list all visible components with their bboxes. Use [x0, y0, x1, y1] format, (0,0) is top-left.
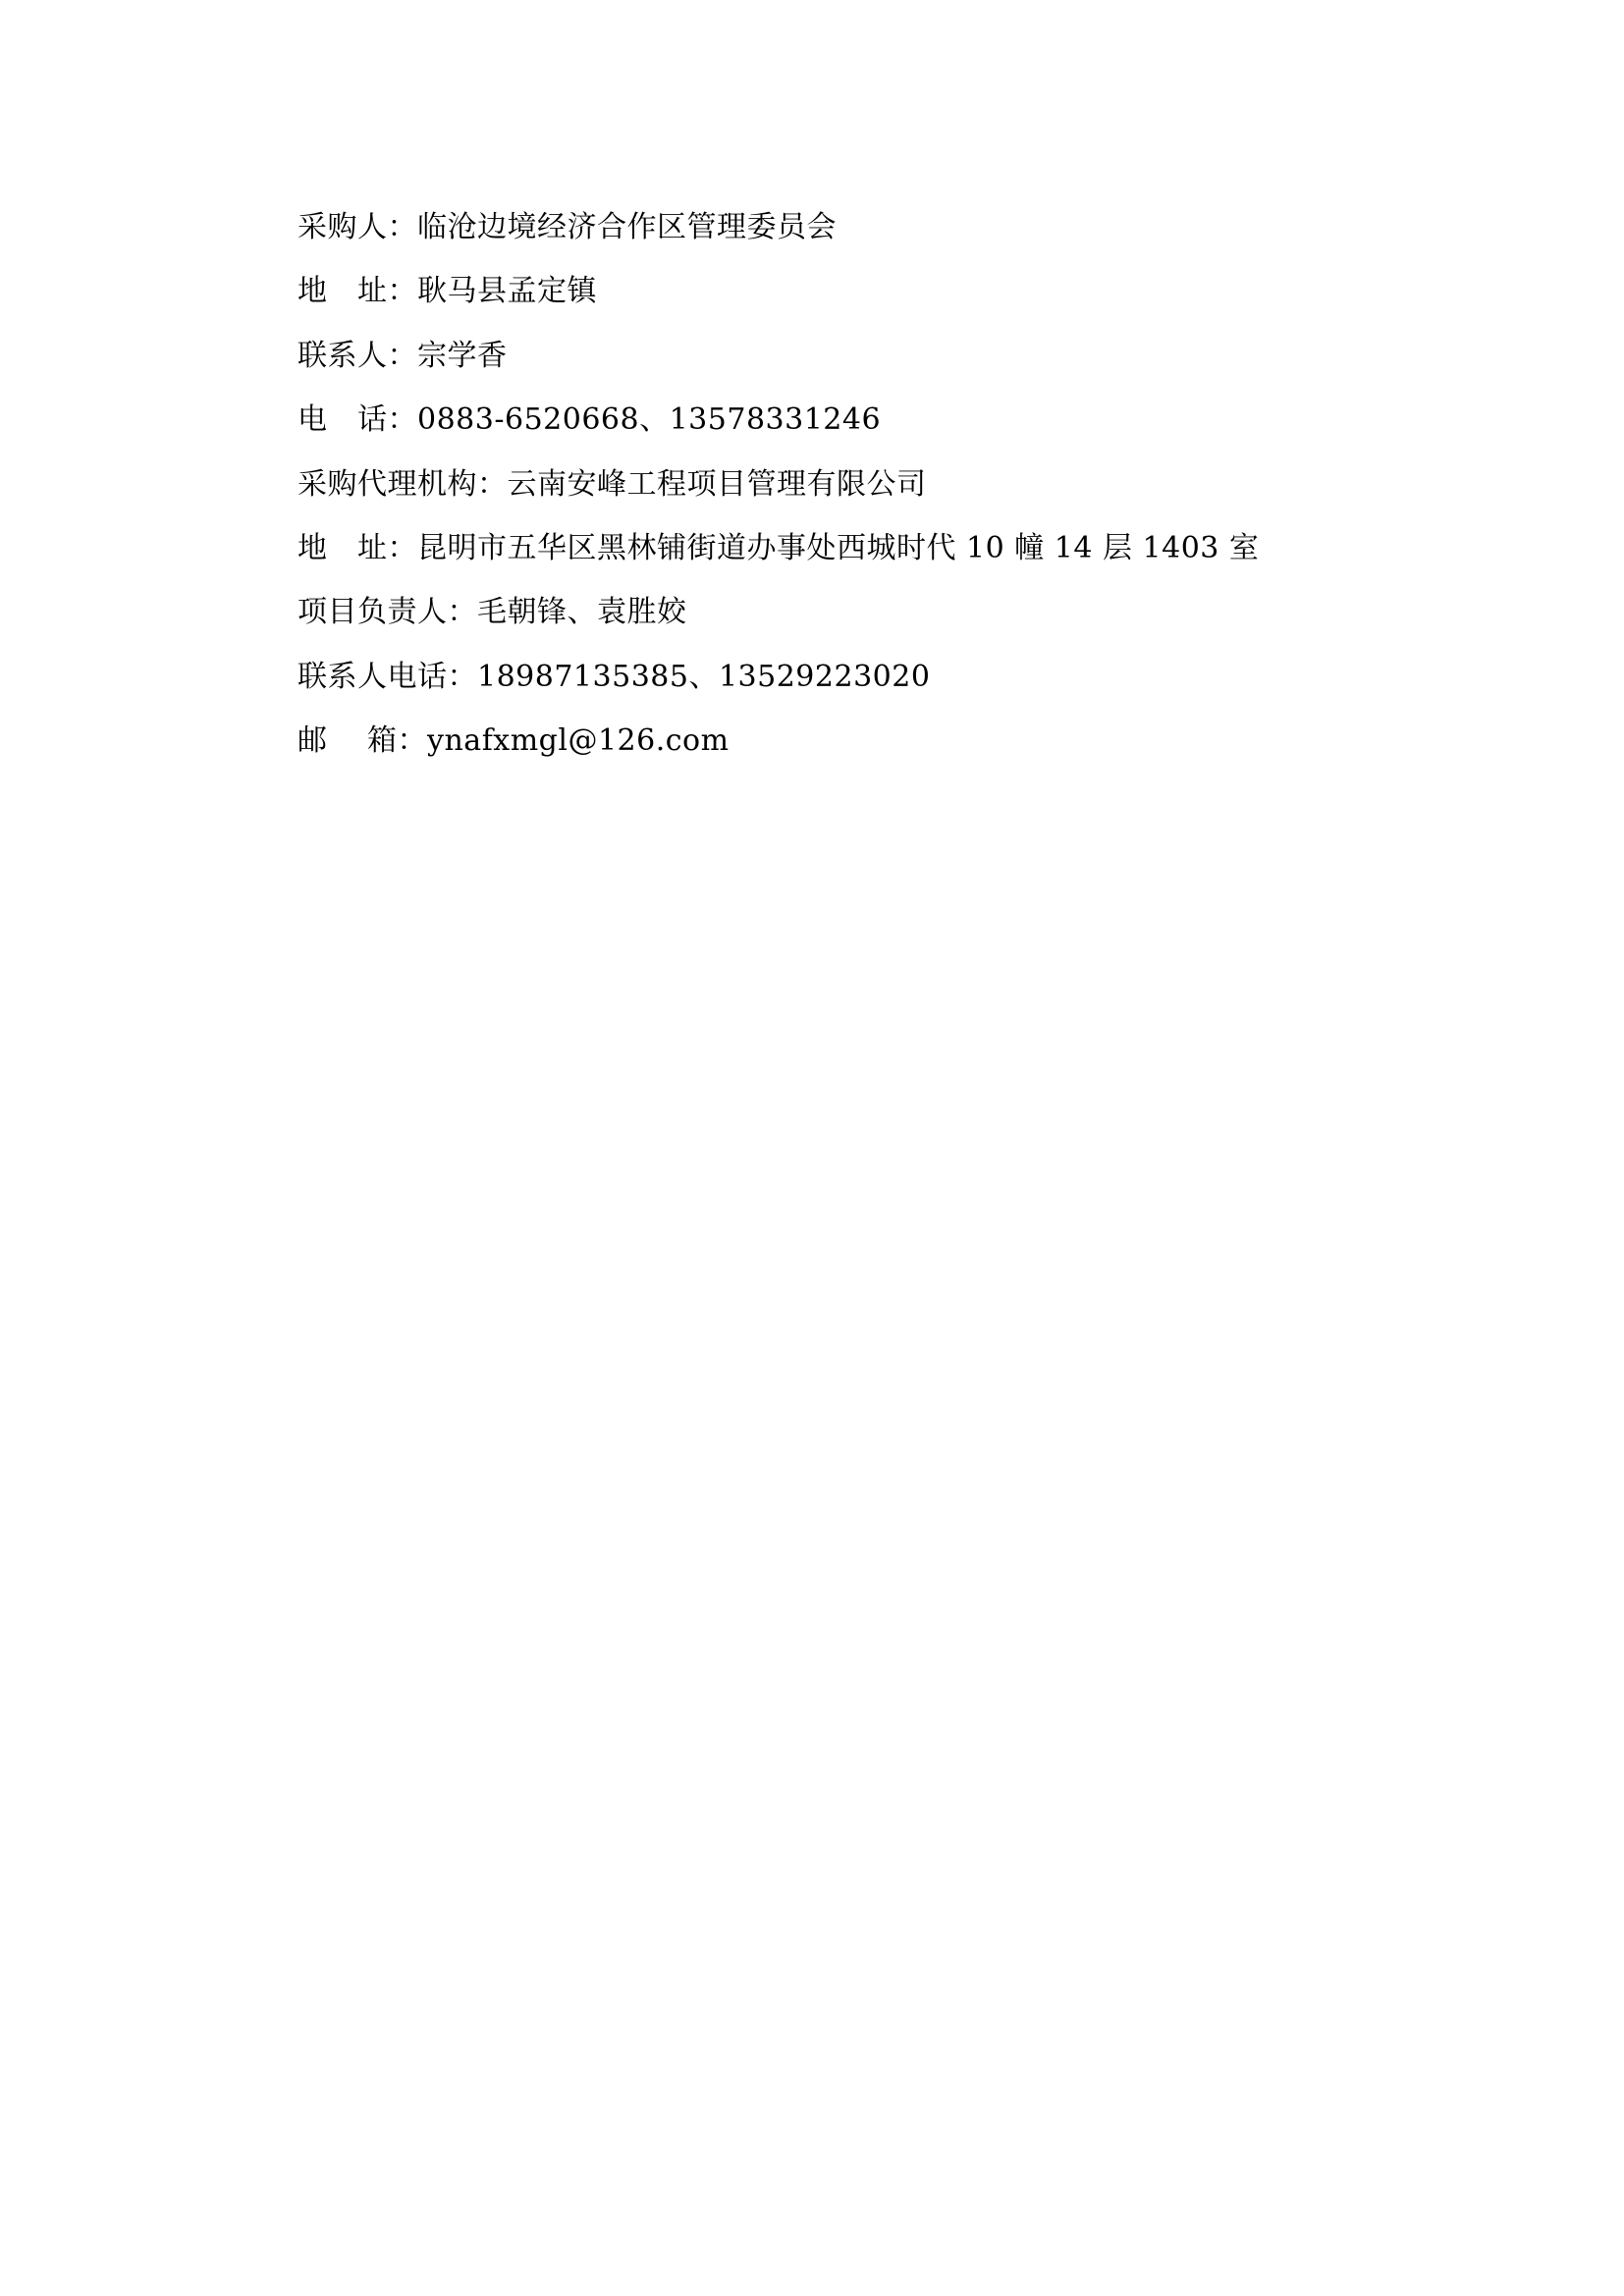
line-email: 邮 箱：ynafxmgl@126.com: [298, 723, 730, 759]
line-project-leads: 项目负责人：毛朝锋、袁胜姣: [298, 595, 687, 630]
line-purchaser-contact: 联系人：宗学香: [298, 338, 508, 373]
line-agency: 采购代理机构：云南安峰工程项目管理有限公司: [298, 466, 927, 502]
line-purchaser-phone: 电 话：0883-6520668、13578331246: [298, 402, 882, 438]
line-agency-contact-phone: 联系人电话：18987135385、13529223020: [298, 659, 931, 694]
line-agency-address: 地 址：昆明市五华区黑林铺街道办事处西城时代 10 幢 14 层 1403 室: [298, 530, 1260, 565]
line-purchaser: 采购人：临沧边境经济合作区管理委员会: [298, 210, 837, 244]
line-purchaser-address: 地 址：耿马县孟定镇: [298, 274, 597, 309]
contact-info-block: [298, 195, 1328, 774]
